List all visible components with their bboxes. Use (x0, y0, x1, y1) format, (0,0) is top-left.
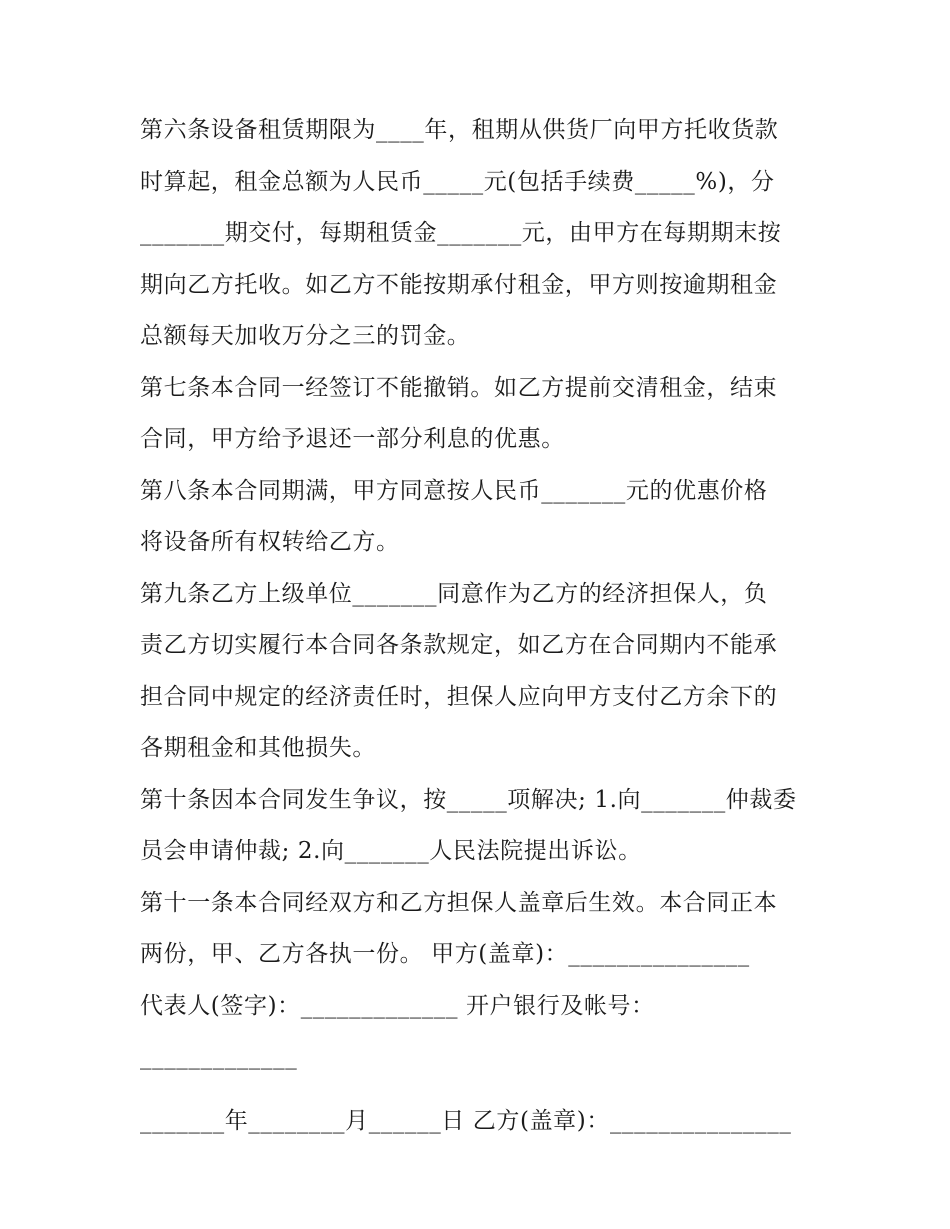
text-line: 第六条设备租赁期限为____年，租期从供货厂向甲方托收货款 (140, 117, 779, 143)
text-line: 时算起，租金总额为人民币_____元(包括手续费_____%)，分 (140, 168, 775, 195)
text-line: 代表人(签字)：_____________ 开户银行及帐号： (140, 992, 655, 1019)
text-line: 担合同中规定的经济责任时，担保人应向甲方支付乙方余下的 (140, 683, 778, 710)
text-line: 责乙方切实履行本合同各条款规定，如乙方在合同期内不能承 (140, 632, 778, 658)
text-line: 第九条乙方上级单位_______同意作为乙方的经济担保人，负 (140, 580, 768, 607)
contract-text (140, 105, 820, 1147)
text-line: 将设备所有权转给乙方。 (140, 529, 400, 555)
text-line: 合同，甲方给予退还一部分利息的优惠。 (140, 426, 565, 452)
text-line: 总额每天加收万分之三的罚金。 (140, 323, 471, 349)
text-line: 第八条本合同期满，甲方同意按人民币_______元的优惠价格 (140, 477, 768, 504)
text-line: _______年________月______日 乙方(盖章)：_______________ (140, 1107, 792, 1134)
line-gap (140, 1084, 820, 1096)
text-line: 第七条本合同一经签订不能撤销。如乙方提前交清租金，结束 (140, 374, 778, 401)
text-line: _______期交付，每期租赁金_______元，由甲方在每期期末按 (140, 220, 782, 246)
text-line: 期向乙方托收。如乙方不能按期承付租金，甲方则按逾期租金 (140, 271, 778, 298)
text-line: 各期租金和其他损失。 (140, 735, 376, 761)
text-line: 两份，甲、乙方各执一份。 甲方(盖章)：_______________ (140, 941, 750, 967)
text-line: _____________ (140, 1044, 298, 1070)
text-line: 员会申请仲裁; 2.向_______人民法院提出诉讼。 (140, 838, 642, 864)
text-line: 第十条因本合同发生争议，按_____项解决; 1.向_______仲裁委 (140, 786, 797, 813)
text-line: 第十一条本合同经双方和乙方担保人盖章后生效。本合同正本 (140, 889, 778, 916)
